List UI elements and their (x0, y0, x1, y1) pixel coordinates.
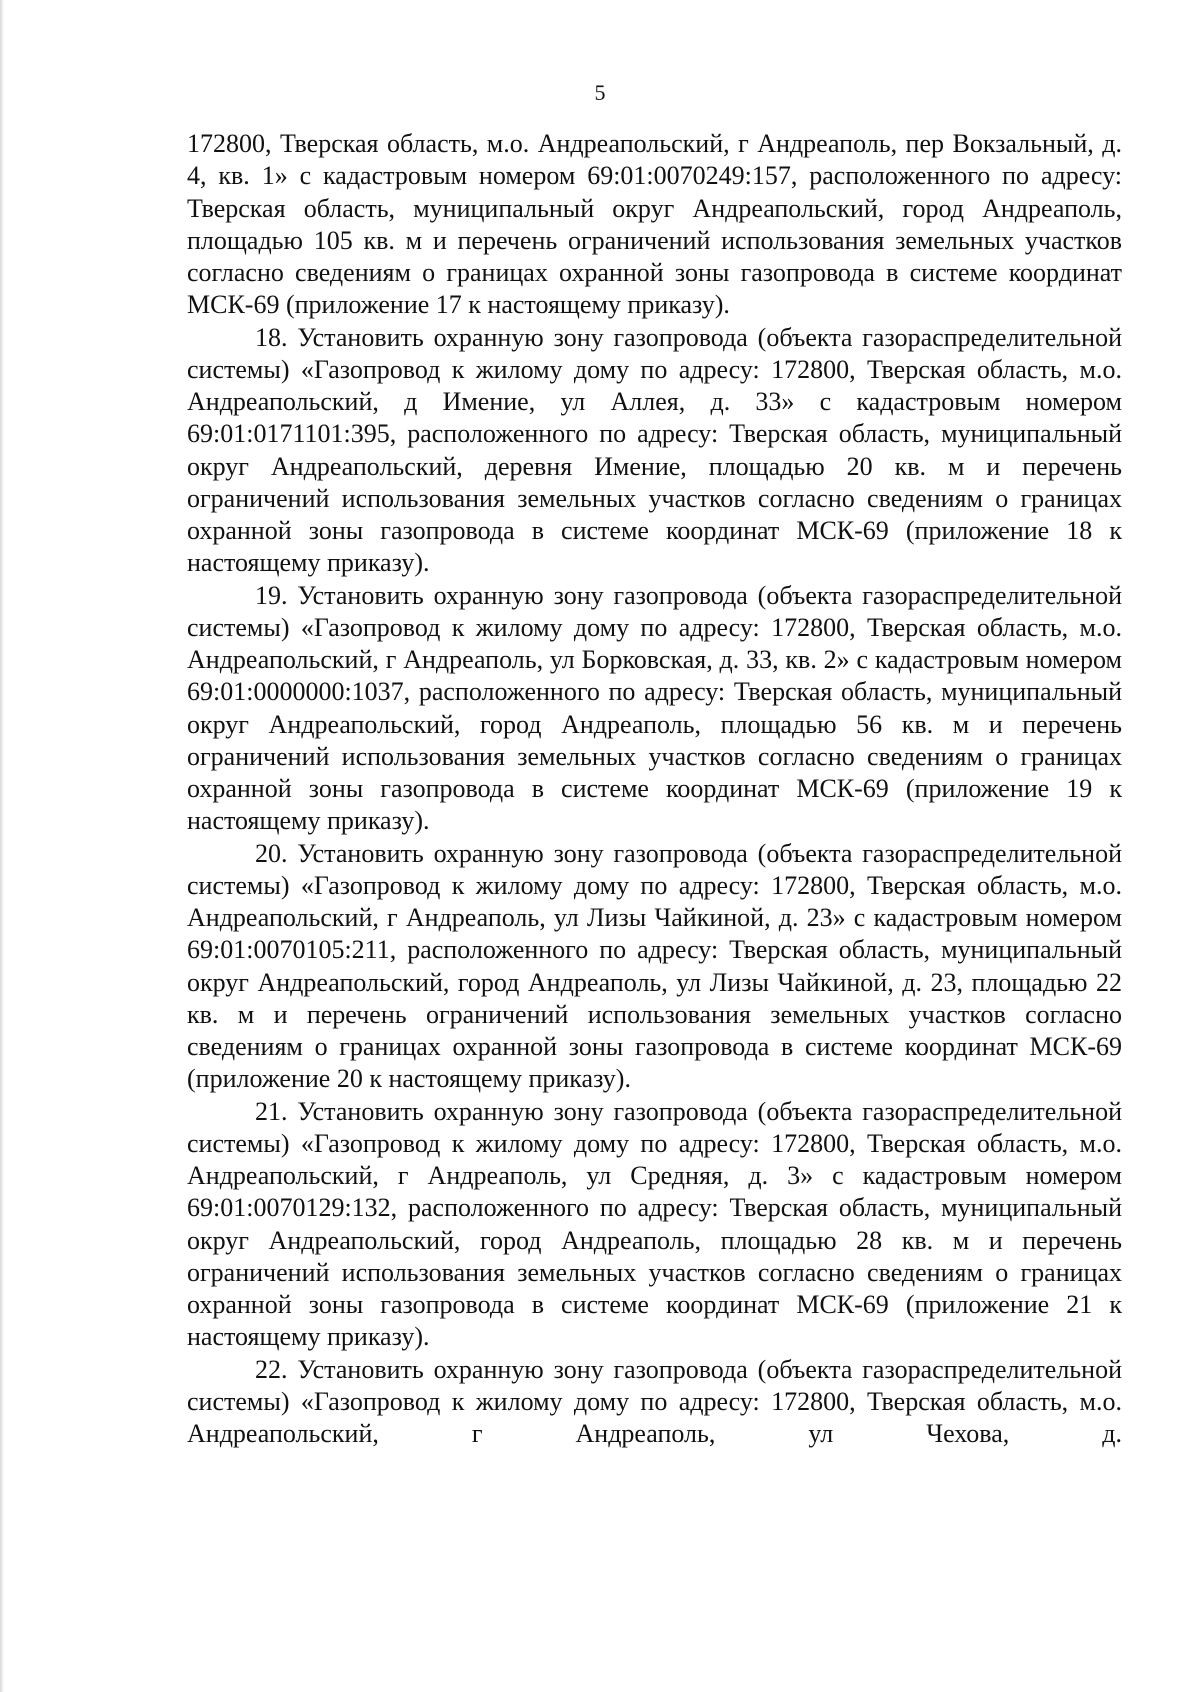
document-body (187, 128, 1122, 1450)
paragraph-item-21: 21. Установить охранную зону газопровода (объекта газораспределительной системы) «Газопровод к жилому дому по адресу: 172800, Тверская область, м.о. Андреапольский, г Андреаполь, ул Средняя, д. 3» с кадастровым номером 69:01:0070129:132, расположенного по адресу: Тверская область, муниципальный округ Андреапольский, город Андреаполь, площадью 28 кв. м и перечень ограничений использования земельных участков согласно сведениям о границах охранной зоны газопровода в системе координат МСК-69 (приложение 21 к настоящему приказу). (187, 1096, 1122, 1352)
page-number: 5 (594, 80, 606, 105)
paragraph-item-22: 22. Установить охранную зону газопровода (объекта газораспределительной системы) «Газопровод к жилому дому по адресу: 172800, Тверская область, м.о. Андреапольский, г Андреаполь, ул Чехова, д. (187, 1354, 1122, 1448)
paragraph-continuation-17: 172800, Тверская область, м.о. Андреапольский, г Андреаполь, пер Вокзальный, д. 4, кв. 1» с кадастровым номером 69:01:0070249:157, расположенного по адресу: Тверская область, муниципальный округ Андреапольский, город Андреаполь, площадью 105 кв. м и перечень ограничений использования земельных участков согласно сведениям о границах охранной зоны газопровода в системе координат МСК-69 (приложение 17 к настоящему приказу). (187, 129, 1122, 320)
paragraph-item-18: 18. Установить охранную зону газопровода (объекта газораспределительной системы) «Газопровод к жилому дому по адресу: 172800, Тверская область, м.о. Андреапольский, д Имение, ул Аллея, д. 33» с кадастровым номером 69:01:0171101:395, расположенного по адресу: Тверская область, муниципальный округ Андреапольский, деревня Имение, площадью 20 кв. м и перечень ограничений использования земельных участков согласно сведениям о границах охранной зоны газопровода в системе координат МСК-69 (приложение 18 к настоящему приказу). (187, 322, 1122, 578)
paragraph-item-20: 20. Установить охранную зону газопровода (объекта газораспределительной системы) «Газопровод к жилому дому по адресу: 172800, Тверская область, м.о. Андреапольский, г Андреаполь, ул Лизы Чайкиной, д. 23» с кадастровым номером 69:01:0070105:211, расположенного по адресу: Тверская область, муниципальный округ Андреапольский, город Андреаполь, ул Лизы Чайкиной, д. 23, площадью 22 кв. м и перечень ограничений использования земельных участков согласно сведениям о границах охранной зоны газопровода в системе координат МСК-69 (приложение 20 к настоящему приказу). (187, 838, 1122, 1094)
paragraph-item-19: 19. Установить охранную зону газопровода (объекта газораспределительной системы) «Газопровод к жилому дому по адресу: 172800, Тверская область, м.о. Андреапольский, г Андреаполь, ул Борковская, д. 33, кв. 2» с кадастровым номером 69:01:0000000:1037, расположенного по адресу: Тверская область, муниципальный округ Андреапольский, город Андреаполь, площадью 56 кв. м и перечень ограничений использования земельных участков согласно сведениям о границах охранной зоны газопровода в системе координат МСК-69 (приложение 19 к настоящему приказу). (187, 580, 1122, 836)
scan-edge-shadow (0, 0, 4, 1692)
